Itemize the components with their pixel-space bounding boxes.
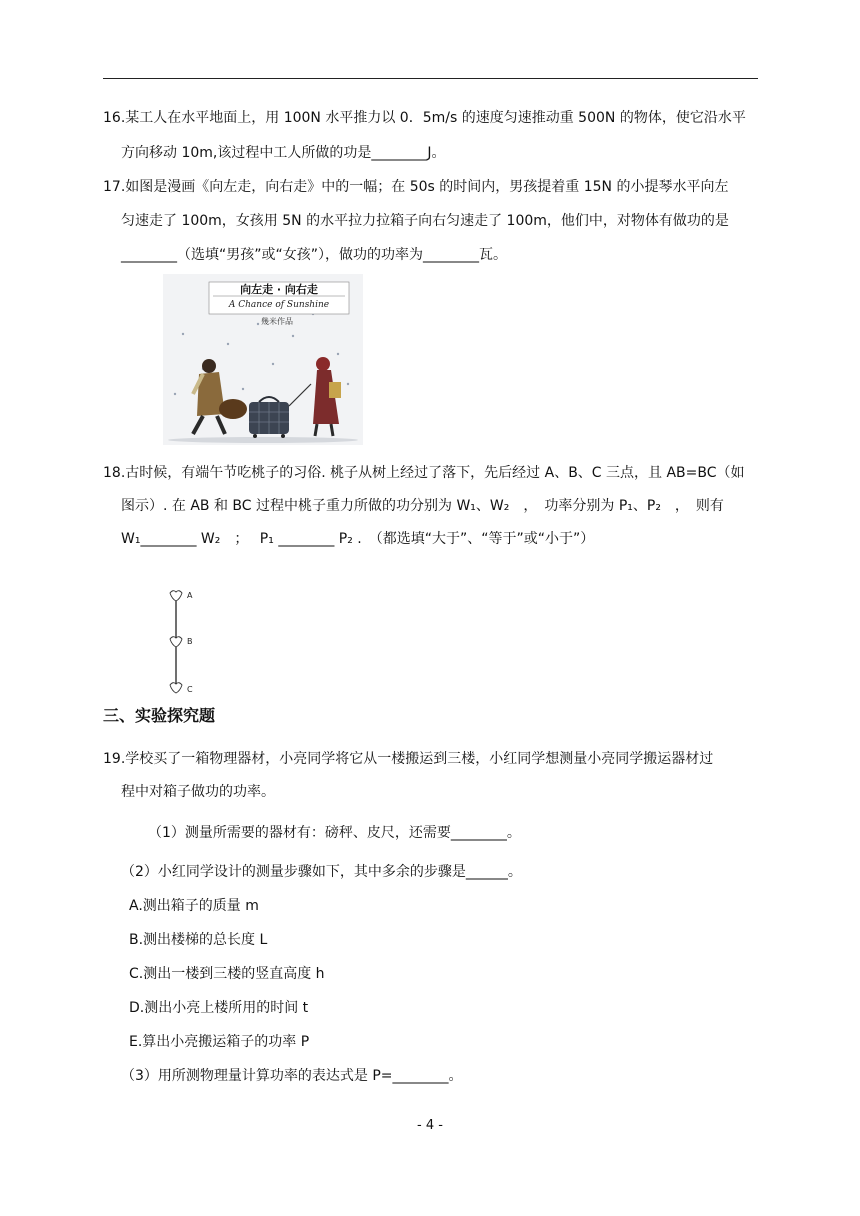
q16-line-2: 方向移动 10m,该过程中工人所做的功是________J。	[121, 145, 446, 161]
q17-line-3: ________（选填“男孩”或“女孩”），做功的功率为________瓦。	[121, 247, 508, 263]
peach-icon-c	[170, 683, 182, 693]
header-rule	[103, 78, 758, 79]
q19-part-3: （3）用所测物理量计算功率的表达式是 P=________。	[121, 1068, 463, 1084]
q16-line-1: 16.某工人在水平地面上，用 100N 水平推力以 0．5m/s 的速度匀速推动重 500N 的物体，使它沿水平	[103, 110, 746, 126]
q19-line-1: 19.学校买了一箱物理器材，小亮同学将它从一楼搬运到三楼，小红同学想测量小亮同学搬运器材过	[103, 751, 714, 767]
peach-icon-b	[170, 637, 182, 647]
comic-author: 幾米作品	[261, 317, 293, 326]
q17-line-2: 匀速走了 100m，女孩用 5N 的水平拉力拉箱子向右匀速走了 100m，他们中，对物体有做功的是	[121, 213, 729, 229]
girl-figure	[313, 357, 341, 436]
q19-line-2: 程中对箱子做功的功率。	[121, 784, 275, 800]
q19-part-2: （2）小红同学设计的测量步骤如下，其中多余的步骤是______。	[121, 864, 522, 880]
violin-case	[219, 399, 247, 419]
peach-icon-a	[170, 591, 182, 601]
comic-subtitle: A Chance of Sunshine	[228, 300, 330, 310]
q18-line-2: 图示）. 在 AB 和 BC 过程中桃子重力所做的功分别为 W₁、W₂ ， 功率分别为 P₁、P₂ ， 则有	[121, 498, 724, 514]
q17-line-1: 17.如图是漫画《向左走，向右走》中的一幅；在 50s 的时间内，男孩提着重 15N 的小提琴水平向左	[103, 179, 729, 195]
q18-line-1: 18.古时候，有端午节吃桃子的习俗. 桃子从树上经过了落下，先后经过 A、B、C 三点，且 AB=BC（如	[103, 465, 745, 481]
suitcase	[249, 397, 289, 438]
q19-option-c: C.测出一楼到三楼的竖直高度 h	[129, 966, 325, 982]
q19-option-a: A.测出箱子的质量 m	[129, 898, 259, 914]
page-number: - 4 -	[417, 1118, 443, 1133]
q19-option-d: D.测出小亮上楼所用的时间 t	[129, 1000, 309, 1016]
comic-drawing	[163, 274, 363, 445]
boy-figure	[193, 359, 247, 434]
point-label-a: A	[187, 591, 193, 600]
peach-fall-diagram	[164, 588, 204, 696]
point-label-b: B	[187, 637, 193, 646]
point-label-c: C	[187, 685, 193, 694]
q18-line-3: W₁________ W₂ ； P₁ ________ P₂ . （都选填“大于”、“等于”或“小于”）	[121, 531, 595, 547]
q19-option-b: B.测出楼梯的总长度 L	[129, 932, 268, 948]
comic-title: 向左走 · 向右走	[240, 283, 318, 296]
comic-illustration	[163, 274, 363, 445]
q19-option-e: E.算出小亮搬运箱子的功率 P	[129, 1034, 310, 1050]
q19-part-1: （1）测量所需要的器材有：磅秤、皮尺，还需要________。	[148, 825, 521, 841]
section-title: 三、实验探究题	[103, 706, 216, 725]
